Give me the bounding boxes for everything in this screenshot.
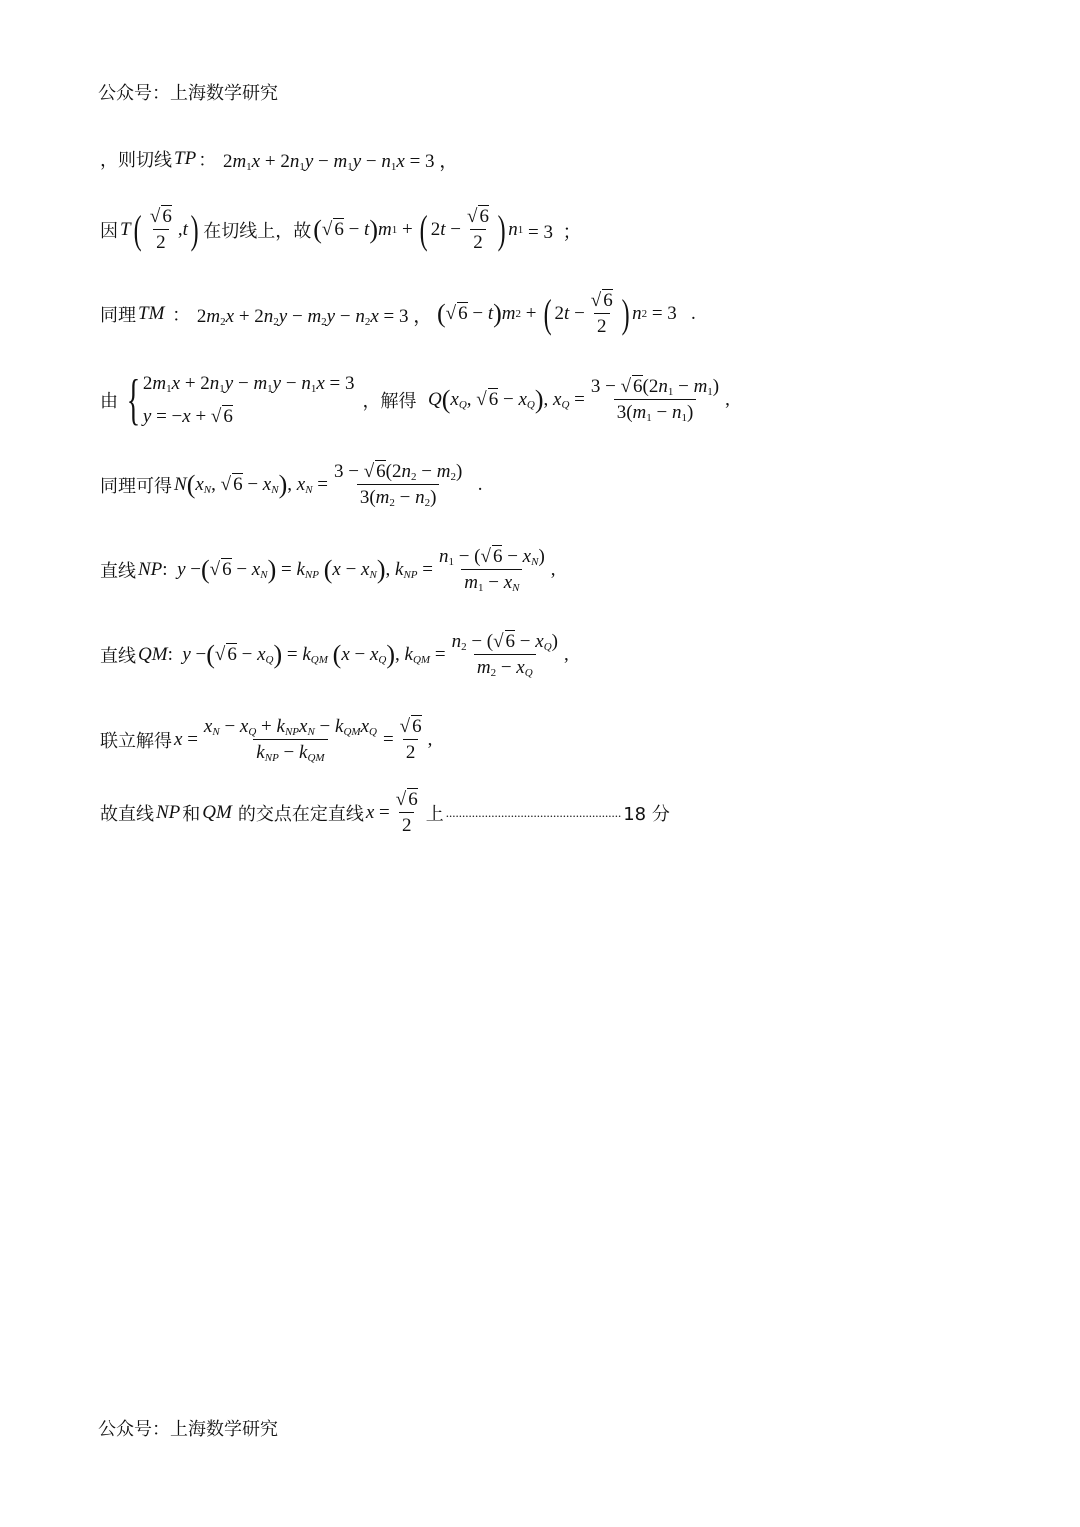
fraction-sqrt6-over-2: $\frac{√ 6}{2}$ <box>149 206 172 253</box>
line2-mid: 在切线上，故 <box>203 221 312 242</box>
score-label: 18 分 <box>623 804 670 825</box>
line9-end: 上 <box>425 804 444 825</box>
system-of-equations: $2m_1x + 2n_1y - m_1y - n_1x = 3$ y = −x + √ 6 <box>142 372 355 427</box>
line3-prefix: 同理 <box>100 305 136 326</box>
line6-prefix: 直线 <box>100 561 136 582</box>
equation-line-3: 同理 TM ： $2m_2x + 2n_2y - m_2y - n_2x = 3$ ， ( √ 6 − t ) m 2 + ( 2t − $\frac{√ 6}{2}$ ) n 2 = 3 . <box>100 290 696 337</box>
equation-line-7: 直线 QM : y − ( √ $6 - x_Q$ ) = $k_{QM}$ ( $x - x_Q$ ) , $k_{QM}$ = $\frac{n_2 - (√ 6 - x_Q)}{m_2 - x_Q}$ , <box>100 631 569 679</box>
tangent-tp-equation: $2m_1x + 2n_1y - m_1y - n_1x = 3$ ， <box>218 150 459 173</box>
page-header: 公众号：上海数学研究 <box>98 83 278 104</box>
line8-prefix: 联立解得 <box>100 731 172 752</box>
line9-prefix: 故直线 <box>100 804 154 825</box>
equation-line-9: 故直线 NP 和 QM 的交点在定直线 x = $\frac{√ 6}{2}$ 上 ...................................................... 18 分 <box>100 789 670 836</box>
line4-mid: ，解得 <box>362 391 417 412</box>
line1-prefix: ，则切线 <box>100 150 172 171</box>
page-footer: 公众号：上海数学研究 <box>98 1419 278 1440</box>
equation-line-6: 直线 NP : y − ( √ $6 - x_N$ ) = $k_{NP}$ ( $x - x_N$ ) , $k_{NP}$ = $\frac{n_1 - (√ 6 - x_N)}{m_1 - x_N}$ , <box>100 546 556 594</box>
equation-line-2: 因 T ( $\frac{√ 6}{2}$ ,t ) 在切线上，故 ( √ 6 − t ) m 1 + ( 2t − $\frac{√ 6}{2}$ ) n 1 = 3 ； <box>100 206 582 253</box>
equation-line-8: 联立解得 x = $\frac{x_N - x_Q + k_{NP}x_N - k_{QM}x_Q}{k_{NP} - k_{QM}}$ = $\frac{√ 6}{2}$ , <box>100 716 433 764</box>
colon: ： <box>198 150 217 171</box>
equation-line-5: 同理可得 N ( $x_N$, √ $6 - x_N$ ) , $x_N$ = $\frac{3 - √ 6(2n_2 - m_2)}{3(m_2 - n_2)}$ . <box>100 461 483 509</box>
tangent-tp: TP <box>174 148 197 169</box>
equation-line-1 <box>98 146 458 172</box>
leader-dots: ...................................................... <box>445 805 622 820</box>
line4-prefix: 由 <box>100 391 118 412</box>
line7-prefix: 直线 <box>100 646 136 667</box>
equation-line-4: 由 { $2m_1x + 2n_1y - m_1y - n_1x = 3$ y = −x + √ 6 ，解得 Q ( $x_Q$, √ $6 - x_Q$ ) , $x_Q$ = $\frac{3 - √ 6(2n_1 - m_1)}{3(m_1 - n_1)}$ , <box>100 369 730 431</box>
line9-mid: 的交点在定直线 <box>237 804 364 825</box>
line9-and: 和 <box>182 804 201 825</box>
line5-prefix: 同理可得 <box>100 476 172 497</box>
line2-prefix: 因 <box>100 221 118 242</box>
